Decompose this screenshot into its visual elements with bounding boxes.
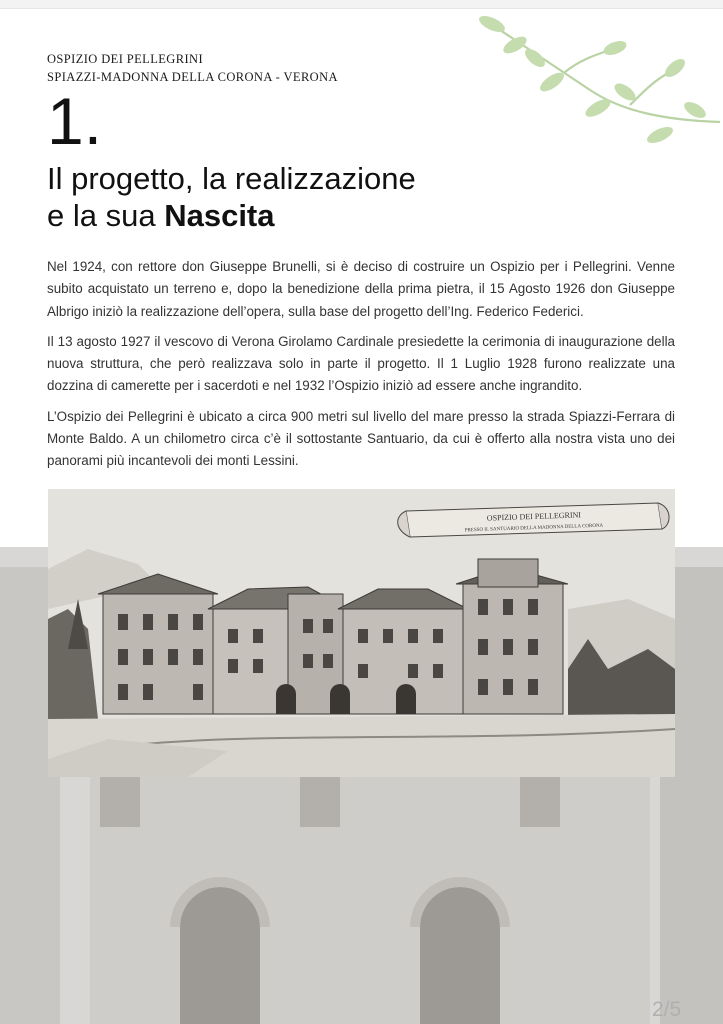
chapter-title-prefix: e la sua: [47, 198, 165, 233]
header-line-location: SPIAZZI-MADONNA DELLA CORONA - VERONA: [47, 70, 338, 84]
paragraph: Nel 1924, con rettore don Giuseppe Brunelli, si è deciso di costruire un Ospizio per i Pellegrini. Venne subito acquistato un terreno e, dopo la benedizione della prima pietra, il 15 Agosto 1926 don Giuseppe Albrigo iniziò la realizzazione dell’opera, sulla base del progetto dell’Ing. Federico Federici.: [47, 259, 675, 319]
leaf-branch-decoration: [470, 10, 723, 160]
banner-title: OSPIZIO DEI PELLEGRINI: [486, 510, 582, 523]
header-line-institution: OSPIZIO DEI PELLEGRINI: [47, 52, 204, 66]
paragraph: Il 13 agosto 1927 il vescovo di Verona Girolamo Cardinale presiedette la cerimonia di inaugurazione della nuova struttura, che però realizzava solo in parte il progetto. Il 1 Luglio 1928 furono realizzate una dozzina di camerette per i sacerdoti e nel 1932 l’Ospizio iniziò ad essere anche ingrandito.: [47, 333, 675, 394]
chapter-title-line2: [47, 197, 647, 234]
document-header: [47, 50, 338, 86]
body-text: [47, 256, 675, 481]
chapter-title-bold: Nascita: [164, 198, 275, 233]
ospizio-sketch-illustration: [48, 489, 675, 777]
banner-subtitle: PRESSO IL SANTUARIO DELLA MADONNA DELLA CORONA: [464, 523, 604, 534]
top-rule: [0, 0, 723, 9]
page-indicator: 2/5: [652, 998, 682, 1021]
chapter-number: 1.: [47, 84, 103, 158]
paragraph: L’Ospizio dei Pellegrini è ubicato a circa 900 metri sul livello del mare presso la strada Spiazzi-Ferrara di Monte Baldo. A un chilometro circa c’è il sottostante Santuario, da cui è offerto alla nostra vista uno dei panorami più incantevoli dei monti Lessini.: [47, 408, 675, 469]
chapter-title: [47, 160, 647, 234]
chapter-title-line1: Il progetto, la realizzazione: [47, 161, 416, 196]
